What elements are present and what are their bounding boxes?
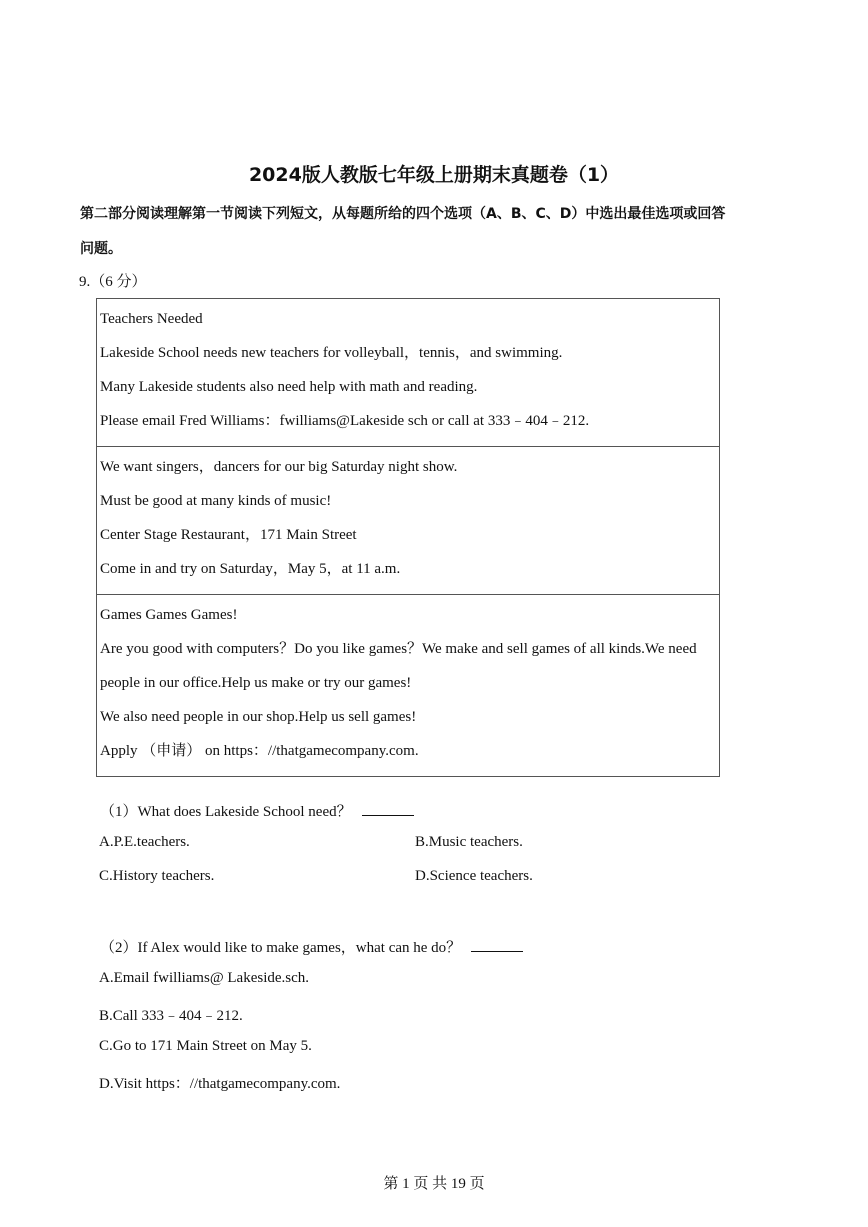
passage-line: Come in and try on Saturday，May 5，at 11 a.m. bbox=[100, 561, 401, 577]
passage-line: Please email Fred Williams：fwilliams@Lakeside sch or call at 333﹣404﹣212. bbox=[100, 413, 590, 429]
subquestion-1-text: （1）What does Lakeside School need？ bbox=[100, 804, 352, 820]
passage-line: Teachers Needed bbox=[100, 311, 203, 327]
passage-line: Games Games Games! bbox=[100, 607, 238, 623]
passage-line: people in our office.Help us make or try our games! bbox=[100, 675, 412, 691]
passage-games bbox=[97, 594, 719, 776]
subquestion-2-option-d: D.Visit https：//thatgamecompany.com. bbox=[99, 1076, 341, 1092]
passage-table bbox=[96, 298, 720, 777]
subquestion-1-option-c: C.History teachers. bbox=[99, 868, 215, 884]
passage-line: Center Stage Restaurant，171 Main Street bbox=[100, 527, 357, 543]
passage-line: We also need people in our shop.Help us sell games! bbox=[100, 709, 417, 725]
subquestion-2-text: （2）If Alex would like to make games，what can he do？ bbox=[100, 940, 462, 956]
passage-line: Are you good with computers？Do you like games？We make and sell games of all kinds.We need bbox=[100, 641, 697, 657]
answer-blank[interactable] bbox=[362, 801, 414, 816]
passage-line: We want singers，dancers for our big Saturday night show. bbox=[100, 459, 458, 475]
page-footer: 第 1 页 共 19 页 bbox=[383, 1176, 485, 1192]
subquestion-1-option-b: B.Music teachers. bbox=[415, 834, 523, 850]
page-title: 2024版人教版七年级上册期末真题卷（1） bbox=[248, 164, 620, 186]
subquestion-2-option-c: C.Go to 171 Main Street on May 5. bbox=[99, 1038, 312, 1054]
instruction-line-1: 第二部分阅读理解第一节阅读下列短文，从每题所给的四个选项（A、B、C、D）中选出最佳选项或回答 bbox=[80, 206, 726, 222]
subquestion-1-option-a: A.P.E.teachers. bbox=[99, 834, 190, 850]
subquestion-1-stem bbox=[100, 800, 414, 821]
passage-teachers-needed bbox=[97, 299, 719, 446]
passage-singers-wanted bbox=[97, 446, 719, 594]
answer-blank[interactable] bbox=[471, 937, 523, 952]
subquestion-2-stem bbox=[100, 936, 523, 957]
passage-line: Lakeside School needs new teachers for volleyball，tennis，and swimming. bbox=[100, 345, 563, 361]
passage-line: Apply （申请） on https：//thatgamecompany.com. bbox=[100, 743, 419, 759]
passage-line: Must be good at many kinds of music! bbox=[100, 493, 332, 509]
subquestion-2-option-b: B.Call 333﹣404﹣212. bbox=[99, 1008, 243, 1024]
passage-line: Many Lakeside students also need help with math and reading. bbox=[100, 379, 478, 395]
subquestion-2-option-a: A.Email fwilliams@ Lakeside.sch. bbox=[99, 970, 310, 986]
instruction-line-2: 问题。 bbox=[80, 241, 122, 257]
subquestion-1-option-d: D.Science teachers. bbox=[415, 868, 533, 884]
question-number: 9.（6 分） bbox=[79, 274, 147, 290]
